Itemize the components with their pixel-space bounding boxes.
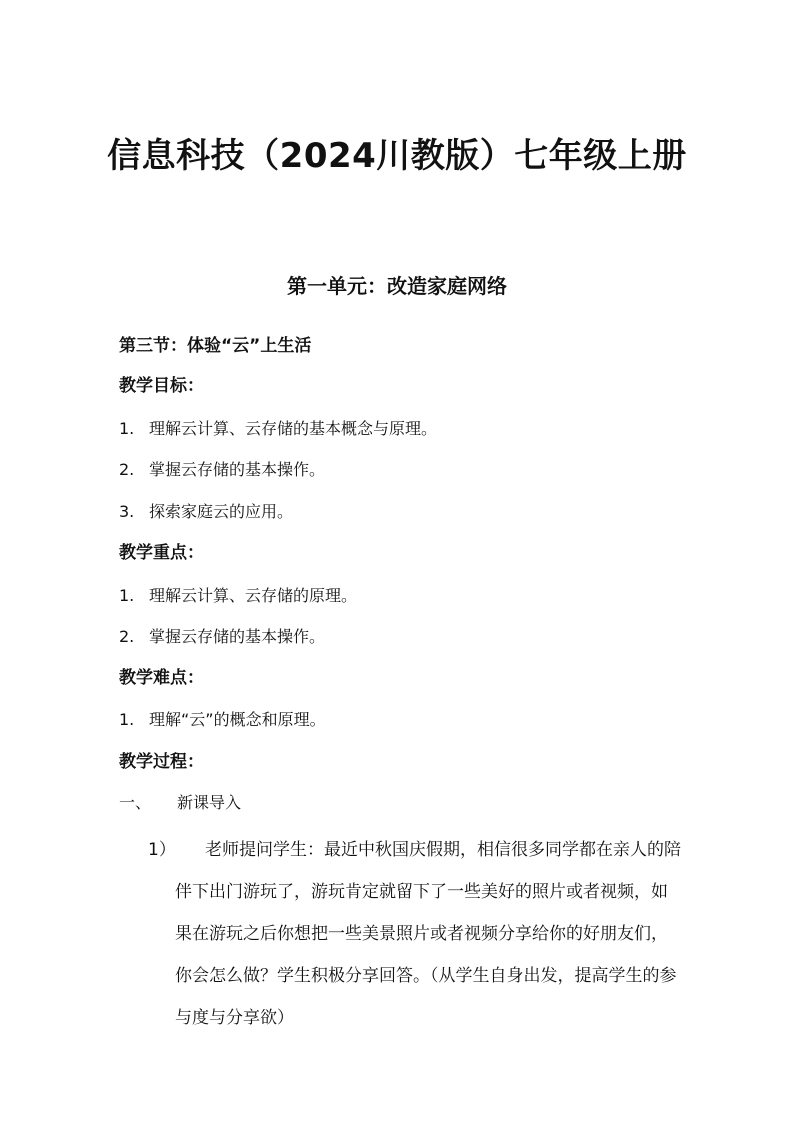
unit-heading: 第一单元：改造家庭网络 (287, 274, 507, 298)
list-item (119, 583, 357, 609)
list-number: 1. (119, 586, 135, 605)
list-number: 1. (119, 419, 135, 438)
list-text: 理解“云”的概念和原理。 (149, 710, 326, 729)
difficulties-heading: 教学难点： (119, 668, 204, 688)
part-title: 新课导入 (177, 793, 242, 812)
process-part (119, 790, 241, 816)
list-item (119, 624, 325, 650)
step-number: 1） (148, 840, 176, 860)
list-text: 探索家庭云的应用。 (149, 502, 294, 521)
objectives-heading: 教学目标： (119, 376, 204, 396)
list-number: 2. (119, 627, 135, 646)
step-text: 老师提问学生：最近中秋国庆假期，相信很多同学都在亲人的陪伴下出门游玩了，游玩肯定就留下了一些美好的照片或者视频，如果在游玩之后你想把一些美景照片或者视频分享给你的好朋友们，你会怎么做？学生积极分享回答。（从学生自身出发，提高学生的参与度与分享欲） (175, 840, 681, 1028)
list-item (119, 707, 326, 733)
document-title: 信息科技（2024川教版）七年级上册 (107, 136, 687, 176)
list-number: 1. (119, 710, 135, 729)
list-number: 2. (119, 460, 135, 479)
list-item (119, 457, 325, 483)
list-item (119, 499, 293, 525)
list-text: 理解云计算、云存储的原理。 (149, 586, 358, 605)
list-text: 掌握云存储的基本操作。 (149, 627, 326, 646)
part-number: 一、 (119, 793, 152, 812)
list-text: 掌握云存储的基本操作。 (149, 460, 326, 479)
list-text: 理解云计算、云存储的基本概念与原理。 (149, 419, 438, 438)
list-item (119, 416, 437, 442)
process-heading: 教学过程： (119, 752, 204, 772)
section-heading: 第三节：体验“云”上生活 (119, 336, 312, 356)
list-number: 3. (119, 502, 135, 521)
process-step (148, 829, 684, 1039)
key-points-heading: 教学重点： (119, 543, 204, 563)
